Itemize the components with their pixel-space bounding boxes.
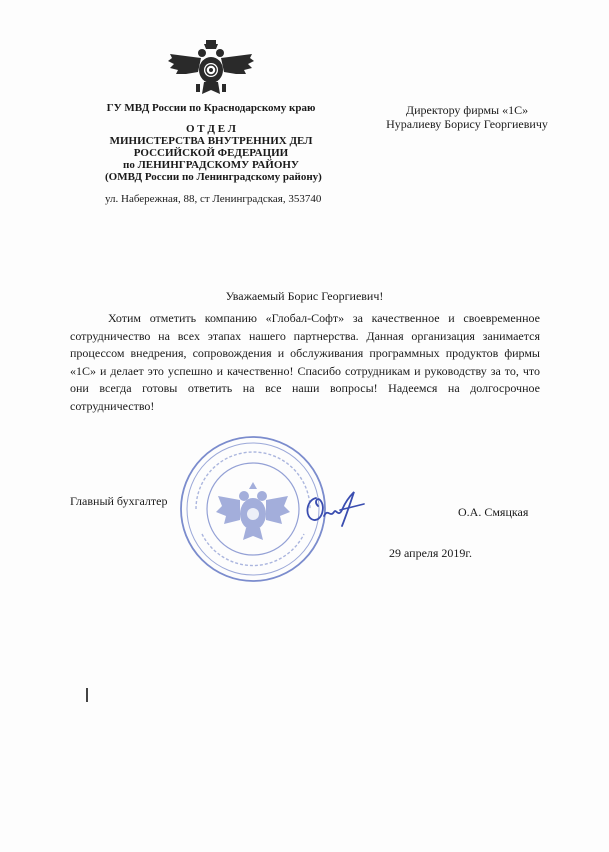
org-federation-name: РОССИЙСКОЙ ФЕДЕРАЦИИ bbox=[133, 147, 289, 159]
eagle-emblem-icon bbox=[168, 40, 254, 100]
org-address: ул. Набережная, 88, ст Ленинградская, 353740 bbox=[105, 193, 322, 205]
addressee-title: Директору фирмы «1С» bbox=[405, 103, 529, 117]
org-district-name: по ЛЕНИНГРАДСКОМУ РАЙОНУ bbox=[122, 159, 300, 171]
signer-role: Главный бухгалтер bbox=[70, 494, 168, 508]
letter-body: Хотим отметить компанию «Глобал-Софт» за качественное и своевременное сотрудничество на всех этапах нашего партнерства. Данная организация занимается процессом внедрения, сопровождения и обслуживания программных продуктов фирмы «1С» и делает это успешно и качественно! Спасибо сотрудникам и руководству за то, что они всегда готовы ответить на все наши вопросы! Надеемся на долгосрочное сотрудничество! bbox=[70, 311, 540, 413]
org-department-label: О Т Д Е Л bbox=[186, 123, 236, 135]
org-parent-name: ГУ МВД России по Краснодарскому краю bbox=[106, 102, 316, 114]
signer-name: О.А. Смяцкая bbox=[458, 505, 529, 519]
salutation: Уважаемый Борис Георгиевич! bbox=[225, 289, 384, 303]
signature bbox=[302, 488, 366, 528]
org-short-name: (ОМВД России по Ленинградскому району) bbox=[105, 171, 322, 183]
letter-date: 29 апреля 2019г. bbox=[389, 546, 472, 560]
addressee-block bbox=[372, 103, 562, 131]
addressee-name: Нуралиеву Борису Георгиевичу bbox=[386, 117, 548, 131]
margin-mark bbox=[86, 688, 88, 702]
org-ministry-name: МИНИСТЕРСТВА ВНУТРЕННИХ ДЕЛ bbox=[109, 135, 313, 147]
